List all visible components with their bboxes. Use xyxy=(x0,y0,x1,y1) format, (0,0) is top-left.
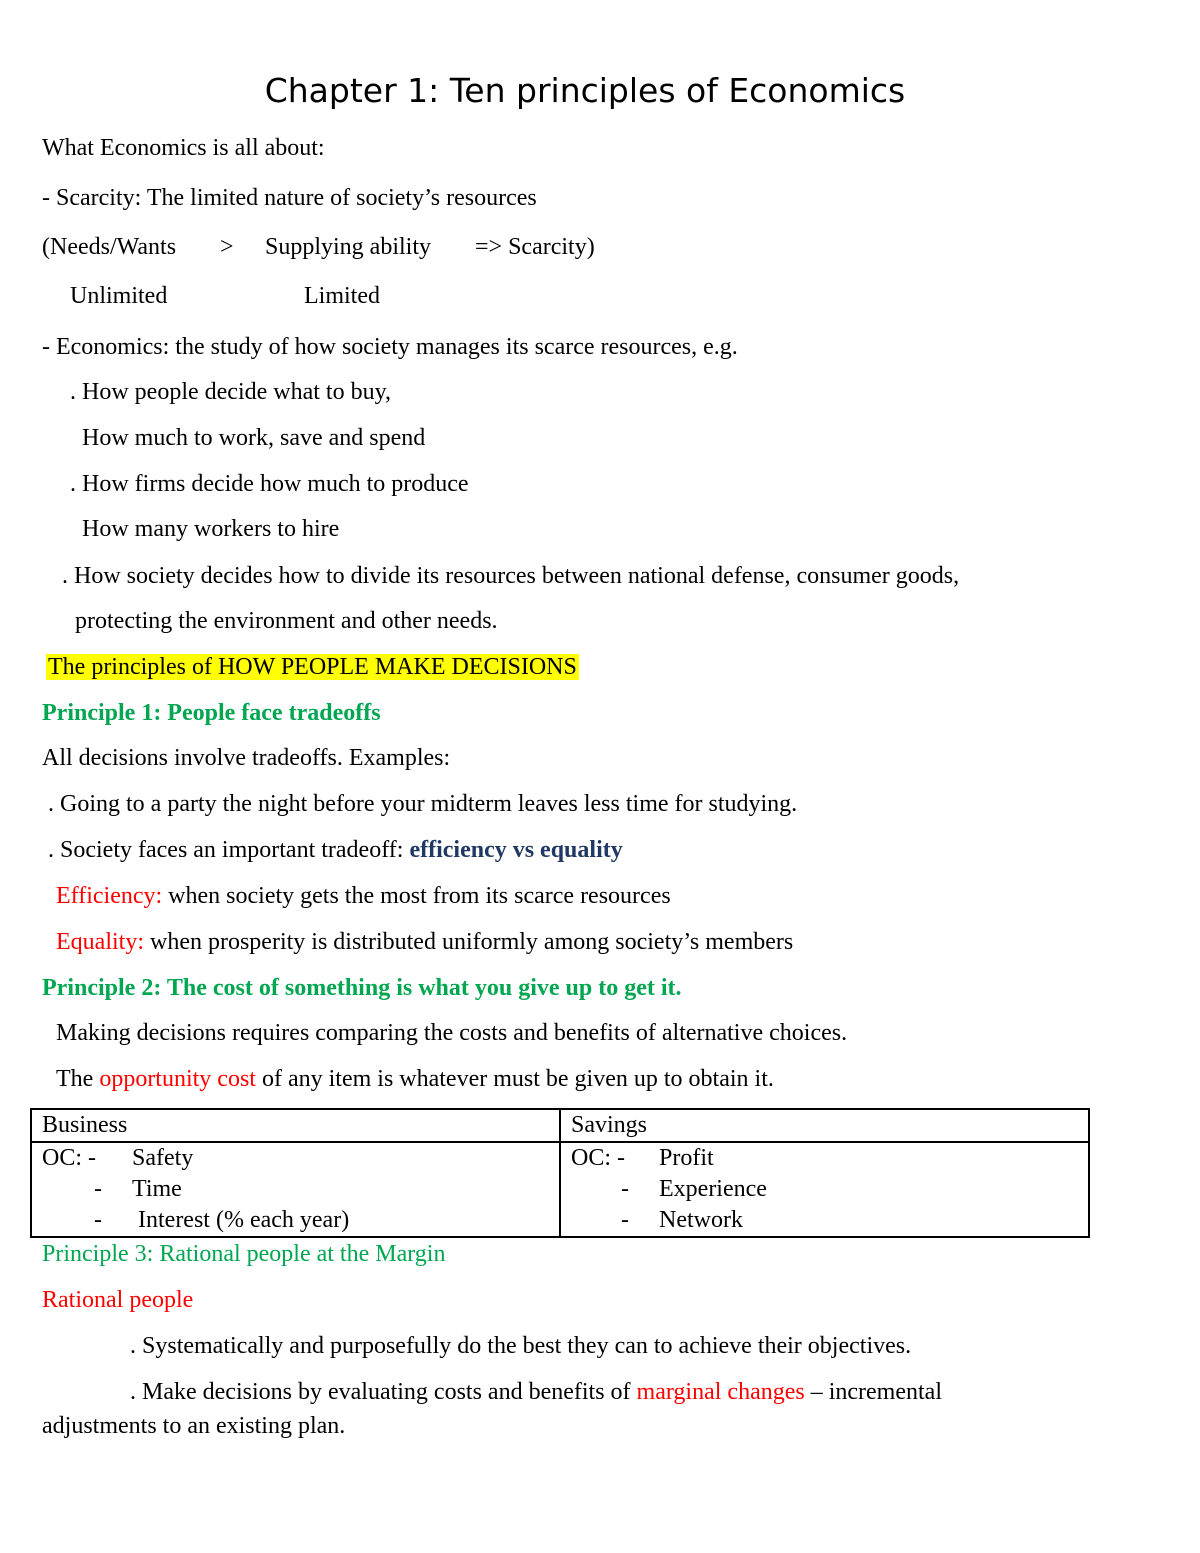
list-item: How much to work, save and spend xyxy=(82,425,426,451)
list-item: protecting the environment and other needs. xyxy=(75,608,498,634)
table-header-cell: Business xyxy=(31,1109,560,1142)
efficiency-text: when society gets the most from its scarce resources xyxy=(162,883,671,909)
table-row xyxy=(31,1142,1089,1237)
list-item: Experience xyxy=(659,1176,767,1202)
rational-point xyxy=(130,1378,942,1406)
dash-marker: - xyxy=(621,1176,629,1202)
list-item: How many workers to hire xyxy=(82,516,340,542)
list-item: Profit xyxy=(659,1145,714,1171)
principle-3-heading: Principle 3: Rational people at the Margin xyxy=(42,1241,446,1267)
table-header-cell: Savings xyxy=(560,1109,1089,1142)
oc-label: OC: - xyxy=(42,1145,96,1171)
opportunity-cost-term: opportunity cost xyxy=(99,1066,256,1092)
oc-suffix: of any item is whatever must be given up to obtain it. xyxy=(255,1066,774,1092)
marginal-changes-term: marginal changes xyxy=(636,1379,805,1405)
list-item: . How firms decide how much to produce xyxy=(70,471,469,497)
principle-1-heading: Principle 1: People face tradeoffs xyxy=(42,700,381,726)
opportunity-cost-table xyxy=(30,1108,1090,1238)
equality-definition xyxy=(56,928,793,956)
efficiency-definition xyxy=(56,882,671,910)
efficiency-term: Efficiency: xyxy=(56,883,163,909)
point-text: . Make decisions by evaluating costs and benefits of xyxy=(130,1379,637,1405)
oc-prefix: The xyxy=(56,1066,100,1092)
list-item: Network xyxy=(659,1207,743,1233)
point-text: – incremental xyxy=(804,1379,942,1405)
principle-1-intro: All decisions involve tradeoffs. Examples: xyxy=(42,745,451,771)
rational-point-continuation: adjustments to an existing plan. xyxy=(42,1413,346,1439)
dash-marker: - xyxy=(621,1207,629,1233)
greater-than-symbol: > xyxy=(220,234,234,260)
equality-term: Equality: xyxy=(56,929,144,955)
list-item: Interest (% each year) xyxy=(132,1207,350,1233)
list-item: Time xyxy=(132,1176,182,1202)
needs-wants-label: (Needs/Wants xyxy=(42,234,177,260)
section-heading xyxy=(46,653,579,681)
dash-marker: - xyxy=(94,1207,102,1233)
example-item: . Going to a party the night before your midterm leaves less time for studying. xyxy=(48,791,798,817)
list-item: . How society decides how to divide its resources between national defense, consumer goods, xyxy=(62,563,960,589)
principle-2-heading: Principle 2: The cost of something is what you give up to get it. xyxy=(42,975,682,1001)
intro-heading: What Economics is all about: xyxy=(42,135,325,161)
highlighted-heading: The principles of HOW PEOPLE MAKE DECISIONS xyxy=(48,654,577,680)
dash-marker: - xyxy=(94,1176,102,1202)
example-item xyxy=(48,836,623,864)
tradeoff-emphasis: efficiency vs equality xyxy=(409,837,623,863)
limited-label: Limited xyxy=(304,283,380,309)
list-item: Safety xyxy=(132,1145,194,1171)
list-item: . How people decide what to buy, xyxy=(70,379,392,405)
rational-point: . Systematically and purposefully do the best they can to achieve their objectives. xyxy=(130,1333,912,1359)
example-text: . Society faces an important tradeoff: xyxy=(48,837,410,863)
rational-people-subheading: Rational people xyxy=(42,1287,194,1313)
oc-label: OC: - xyxy=(571,1145,625,1171)
principle-2-line: Making decisions requires comparing the costs and benefits of alternative choices. xyxy=(56,1020,848,1046)
page-title: Chapter 1: Ten principles of Economics xyxy=(264,71,906,110)
unlimited-label: Unlimited xyxy=(70,283,168,309)
savings-oc-cell xyxy=(560,1142,1089,1237)
scarcity-definition: - Scarcity: The limited nature of society’s resources xyxy=(42,185,537,211)
table-header-row xyxy=(31,1109,1089,1142)
opportunity-cost-definition xyxy=(56,1065,774,1093)
economics-definition: - Economics: the study of how society manages its scarce resources, e.g. xyxy=(42,334,738,360)
supplying-ability-label: Supplying ability xyxy=(265,234,432,260)
equality-text: when prosperity is distributed uniformly among society’s members xyxy=(143,929,794,955)
business-oc-cell xyxy=(31,1142,560,1237)
scarcity-conclusion: => Scarcity) xyxy=(475,234,595,260)
